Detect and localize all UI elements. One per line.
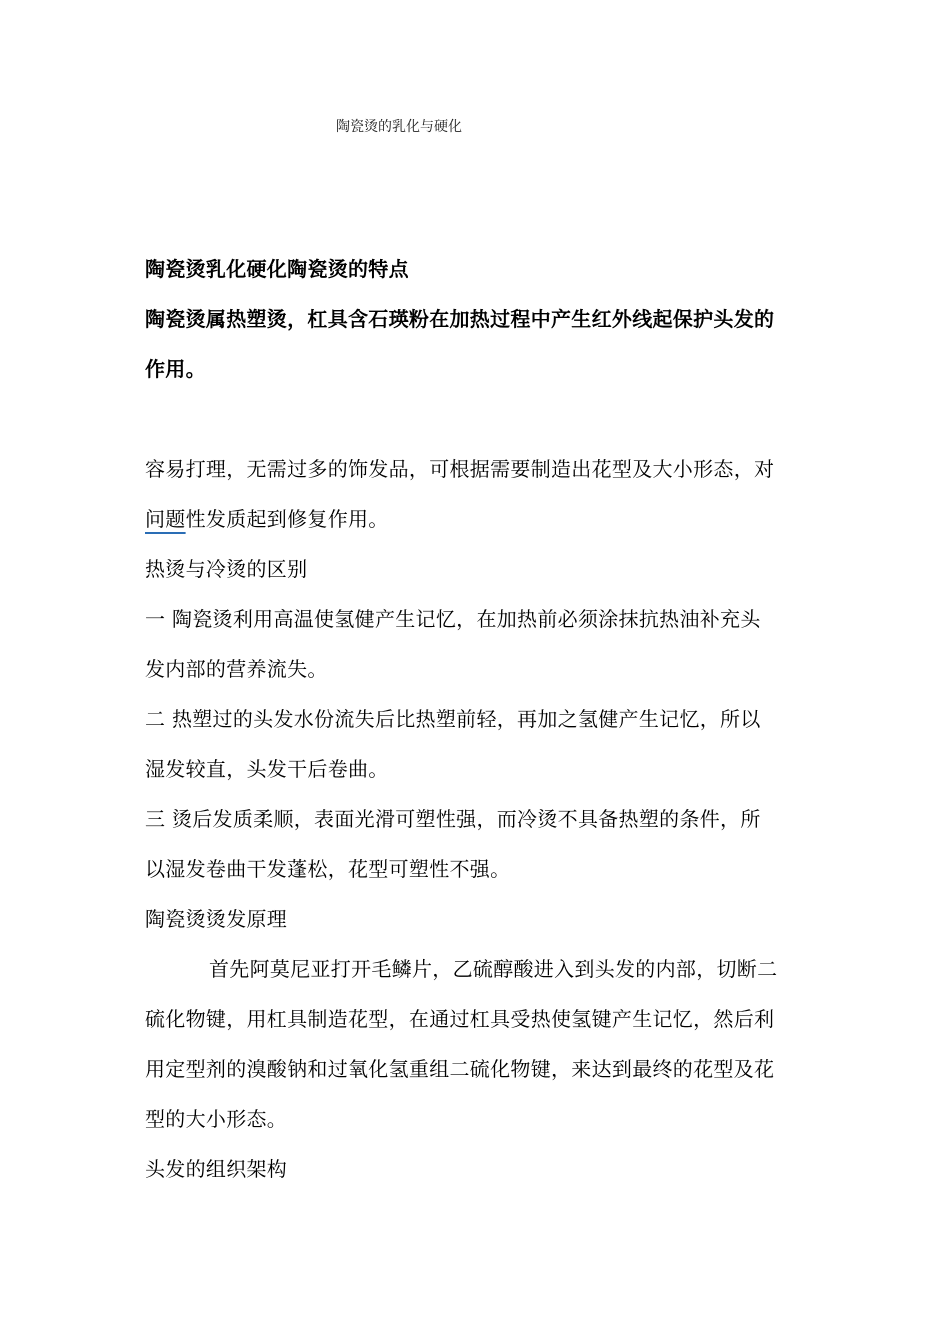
list-item-line: 二 热塑过的头发水份流失后比热塑前轻，再加之氢健产生记忆，所以 xyxy=(145,707,761,731)
list-item-line: 以湿发卷曲干发蓬松，花型可塑性不强。 xyxy=(145,857,511,881)
paragraph-line: 陶瓷烫属热塑烫，杠具含石瑛粉在加热过程中产生红外线起保护头发的 xyxy=(145,307,775,331)
list-item-line: 湿发较直，头发干后卷曲。 xyxy=(145,757,389,781)
paragraph-line-rest: 性发质起到修复作用。 xyxy=(185,507,389,531)
list-item-line: 发内部的营养流失。 xyxy=(145,657,328,681)
list-item-line: 一 陶瓷烫利用高温使氢健产生记忆，在加热前必须涂抹抗热油补充头 xyxy=(145,607,761,631)
blank-line xyxy=(145,394,825,444)
section-heading-hair-structure: 头发的组织架构 xyxy=(145,1157,288,1181)
section-heading-principle: 陶瓷烫烫发原理 xyxy=(145,907,288,931)
paragraph-line: 型的大小形态。 xyxy=(145,1107,288,1131)
document-header-title: 陶瓷烫的乳化与硬化 xyxy=(336,119,462,135)
list-item-line: 三 烫后发质柔顺，表面光滑可塑性强，而冷烫不具备热塑的条件，所 xyxy=(145,807,761,831)
document-body xyxy=(145,244,825,1194)
paragraph-line: 硫化物键，用杠具制造花型，在通过杠具受热使氢键产生记忆，然后利 xyxy=(145,1007,775,1031)
section-heading-hot-vs-cold: 热烫与冷烫的区别 xyxy=(145,557,308,581)
paragraph-line: 用定型剂的溴酸钠和过氧化氢重组二硫化物键，来达到最终的花型及花 xyxy=(145,1057,775,1081)
paragraph-line: 作用。 xyxy=(145,357,206,381)
underlined-word: 问题 xyxy=(145,507,186,531)
paragraph-line xyxy=(145,494,825,544)
paragraph-line: 容易打理，无需过多的饰发品，可根据需要制造出花型及大小形态，对 xyxy=(145,457,775,481)
paragraph-line: 首先阿莫尼亚打开毛鳞片，乙硫醇酸进入到头发的内部，切断二 xyxy=(209,957,778,981)
section-heading-features: 陶瓷烫乳化硬化陶瓷烫的特点 xyxy=(145,257,409,281)
